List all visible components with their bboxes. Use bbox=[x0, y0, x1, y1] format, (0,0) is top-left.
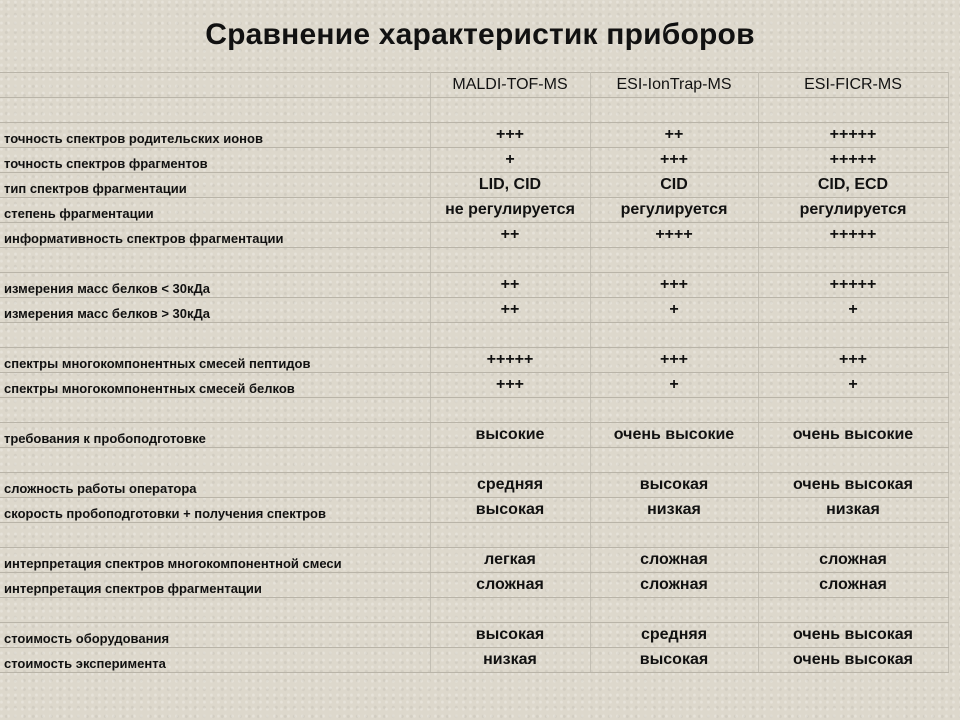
row-label: стоимость оборудования bbox=[0, 623, 430, 648]
row-value-cell bbox=[590, 98, 758, 123]
row-value-cell: +++ bbox=[590, 148, 758, 173]
table-row bbox=[0, 98, 948, 123]
table-row bbox=[0, 448, 948, 473]
row-value-cell: высокая bbox=[430, 498, 590, 523]
row-label: интерпретация спектров многокомпонентной смеси bbox=[0, 548, 430, 573]
table-row bbox=[0, 473, 948, 498]
row-value-cell bbox=[758, 98, 948, 123]
table-row bbox=[0, 573, 948, 598]
row-value-cell: + bbox=[758, 298, 948, 323]
table-row bbox=[0, 498, 948, 523]
row-value-cell bbox=[590, 523, 758, 548]
row-value-cell bbox=[430, 398, 590, 423]
row-value-cell: регулируется bbox=[590, 198, 758, 223]
row-label: спектры многокомпонентных смесей пептидов bbox=[0, 348, 430, 373]
row-value-cell bbox=[758, 398, 948, 423]
column-header-esi-ficr-ms: ESI-FICR-MS bbox=[758, 73, 948, 98]
table-row bbox=[0, 348, 948, 373]
row-value-cell: средняя bbox=[590, 623, 758, 648]
row-label bbox=[0, 248, 430, 273]
row-label: требования к пробоподготовке bbox=[0, 423, 430, 448]
row-value-cell bbox=[590, 323, 758, 348]
row-label bbox=[0, 598, 430, 623]
row-label: стоимость эксперимента bbox=[0, 648, 430, 673]
row-value-cell: очень высокая bbox=[758, 473, 948, 498]
table-row bbox=[0, 598, 948, 623]
table-row bbox=[0, 423, 948, 448]
row-label: точность спектров родительских ионов bbox=[0, 123, 430, 148]
row-value-cell bbox=[430, 98, 590, 123]
row-label bbox=[0, 448, 430, 473]
table-row bbox=[0, 223, 948, 248]
row-value-cell: + bbox=[590, 298, 758, 323]
column-header-esi-iontrap-ms: ESI-IonTrap-MS bbox=[590, 73, 758, 98]
row-value-cell: +++ bbox=[590, 348, 758, 373]
row-label: интерпретация спектров фрагментации bbox=[0, 573, 430, 598]
row-value-cell: +++++ bbox=[758, 148, 948, 173]
row-value-cell: низкая bbox=[590, 498, 758, 523]
row-value-cell: + bbox=[758, 373, 948, 398]
row-label bbox=[0, 523, 430, 548]
table-row bbox=[0, 548, 948, 573]
row-value-cell bbox=[430, 248, 590, 273]
comparison-table bbox=[0, 72, 949, 673]
row-value-cell bbox=[758, 248, 948, 273]
row-value-cell: очень высокие bbox=[758, 423, 948, 448]
table-row bbox=[0, 148, 948, 173]
row-value-cell: высокая bbox=[590, 648, 758, 673]
row-value-cell: ++ bbox=[590, 123, 758, 148]
row-value-cell: +++ bbox=[758, 348, 948, 373]
row-value-cell: сложная bbox=[758, 548, 948, 573]
row-label bbox=[0, 98, 430, 123]
row-value-cell bbox=[590, 248, 758, 273]
row-value-cell bbox=[758, 323, 948, 348]
row-value-cell: CID bbox=[590, 173, 758, 198]
row-value-cell: очень высокие bbox=[590, 423, 758, 448]
row-value-cell: +++++ bbox=[758, 273, 948, 298]
table-row bbox=[0, 373, 948, 398]
row-value-cell: очень высокая bbox=[758, 648, 948, 673]
row-value-cell: регулируется bbox=[758, 198, 948, 223]
table-row bbox=[0, 173, 948, 198]
row-value-cell: легкая bbox=[430, 548, 590, 573]
table-row bbox=[0, 123, 948, 148]
table-row bbox=[0, 623, 948, 648]
table-row bbox=[0, 648, 948, 673]
comparison-table-body bbox=[0, 73, 948, 673]
row-value-cell bbox=[430, 448, 590, 473]
row-value-cell bbox=[590, 598, 758, 623]
table-row bbox=[0, 273, 948, 298]
row-label: измерения масс белков > 30кДа bbox=[0, 298, 430, 323]
row-value-cell: не регулируется bbox=[430, 198, 590, 223]
row-value-cell: +++++ bbox=[758, 123, 948, 148]
row-value-cell: ++ bbox=[430, 273, 590, 298]
row-value-cell: +++ bbox=[590, 273, 758, 298]
row-value-cell: низкая bbox=[758, 498, 948, 523]
row-value-cell: сложная bbox=[758, 573, 948, 598]
row-label: информативность спектров фрагментации bbox=[0, 223, 430, 248]
row-value-cell: сложная bbox=[430, 573, 590, 598]
row-value-cell: низкая bbox=[430, 648, 590, 673]
row-value-cell bbox=[590, 398, 758, 423]
row-value-cell bbox=[758, 523, 948, 548]
row-label bbox=[0, 323, 430, 348]
row-value-cell: высокая bbox=[430, 623, 590, 648]
table-row bbox=[0, 323, 948, 348]
row-value-cell bbox=[430, 523, 590, 548]
row-value-cell: CID, ECD bbox=[758, 173, 948, 198]
table-row bbox=[0, 523, 948, 548]
row-label bbox=[0, 398, 430, 423]
row-value-cell: + bbox=[590, 373, 758, 398]
table-row bbox=[0, 398, 948, 423]
row-label: скорость пробоподготовки + получения спектров bbox=[0, 498, 430, 523]
row-label: измерения масс белков < 30кДа bbox=[0, 273, 430, 298]
row-value-cell: +++ bbox=[430, 373, 590, 398]
row-label: точность спектров фрагментов bbox=[0, 148, 430, 173]
column-header-maldi-tof-ms: MALDI-TOF-MS bbox=[430, 73, 590, 98]
row-value-cell bbox=[430, 323, 590, 348]
row-label: сложность работы оператора bbox=[0, 473, 430, 498]
table-row bbox=[0, 248, 948, 273]
row-value-cell: +++++ bbox=[758, 223, 948, 248]
row-value-cell: очень высокая bbox=[758, 623, 948, 648]
row-value-cell: +++++ bbox=[430, 348, 590, 373]
table-row bbox=[0, 298, 948, 323]
row-value-cell: + bbox=[430, 148, 590, 173]
row-value-cell bbox=[430, 598, 590, 623]
row-value-cell: высокие bbox=[430, 423, 590, 448]
table-row bbox=[0, 198, 948, 223]
row-value-cell: сложная bbox=[590, 548, 758, 573]
row-value-cell: ++ bbox=[430, 223, 590, 248]
row-value-cell bbox=[758, 448, 948, 473]
row-value-cell bbox=[590, 448, 758, 473]
row-value-cell: высокая bbox=[590, 473, 758, 498]
row-value-cell: +++ bbox=[430, 123, 590, 148]
row-value-cell: LID, CID bbox=[430, 173, 590, 198]
row-label: тип спектров фрагментации bbox=[0, 173, 430, 198]
header-label-cell bbox=[0, 73, 430, 98]
row-label: степень фрагментации bbox=[0, 198, 430, 223]
row-value-cell bbox=[758, 598, 948, 623]
page-title: Сравнение характеристик приборов bbox=[205, 18, 755, 51]
row-value-cell: сложная bbox=[590, 573, 758, 598]
row-value-cell: средняя bbox=[430, 473, 590, 498]
row-label: спектры многокомпонентных смесей белков bbox=[0, 373, 430, 398]
table-header-row bbox=[0, 73, 948, 98]
row-value-cell: ++++ bbox=[590, 223, 758, 248]
row-value-cell: ++ bbox=[430, 298, 590, 323]
